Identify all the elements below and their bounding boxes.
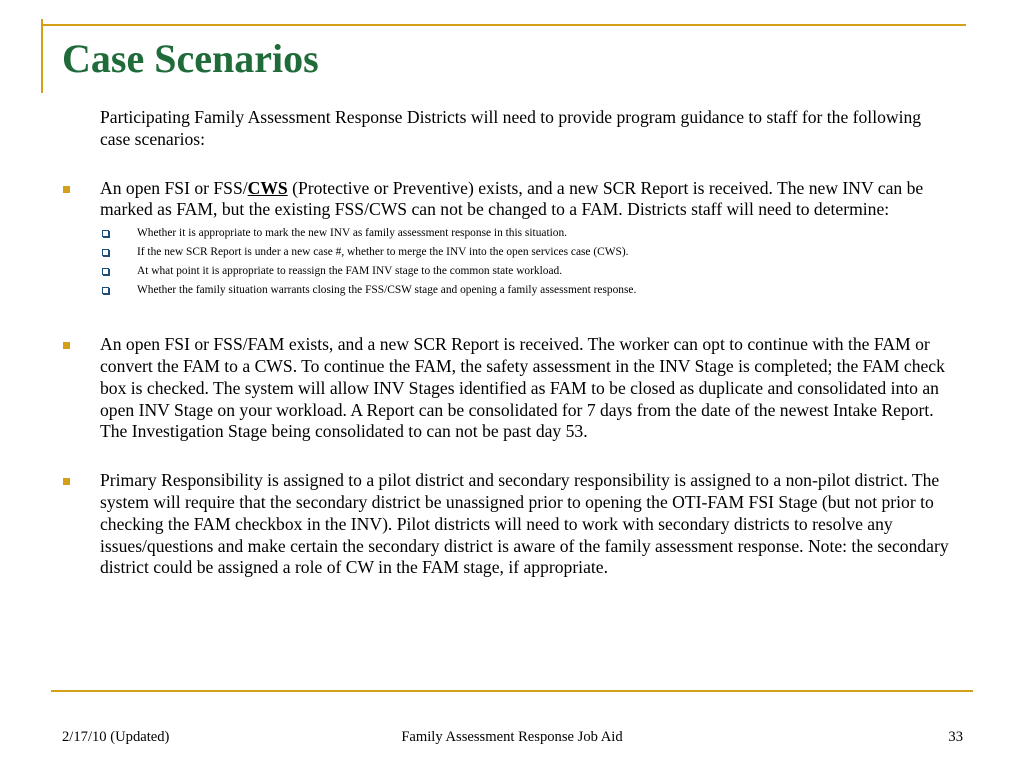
footer-title: Family Assessment Response Job Aid	[401, 729, 623, 745]
sub-bullet-item	[100, 281, 952, 300]
bullet-item-existing-cws	[62, 178, 952, 301]
footer-date: 2/17/10 (Updated)	[62, 729, 170, 745]
intro-paragraph: Participating Family Assessment Response Districts will need to provide program guidance to staff for the following case scenarios:	[100, 107, 922, 149]
bullet-text-after: (Protective or Preventive) exists, and a new SCR Report is received. The new INV can be marked as FAM, but the existing FSS/CWS can not be changed to a FAM. Districts staff will need to determine:	[100, 177, 924, 220]
hollow-square-bullet-icon	[102, 230, 109, 237]
footer-divider	[51, 690, 973, 692]
slide-title: Case Scenarios	[62, 36, 319, 81]
sub-bullet-item	[100, 243, 952, 262]
title-frame-vertical-rule	[41, 19, 43, 93]
sub-bullet-text: If the new SCR Report is under a new case #, whether to merge the INV into the open services case (CWS).	[137, 246, 629, 259]
square-bullet-icon	[63, 478, 70, 485]
sub-bullet-item	[100, 224, 952, 243]
page-number: 33	[948, 729, 963, 745]
hollow-square-bullet-icon	[102, 249, 109, 256]
bullet-item-primary-responsibility	[62, 470, 952, 579]
bullet-text	[100, 178, 952, 222]
hollow-square-bullet-icon	[102, 287, 109, 294]
title-frame-horizontal-rule	[41, 24, 966, 26]
sub-bullet-text: Whether it is appropriate to mark the new INV as family assessment response in this situation.	[137, 227, 568, 240]
sub-bullet-text: Whether the family situation warrants closing the FSS/CSW stage and opening a family assessment response.	[137, 284, 637, 297]
sub-bullet-item	[100, 262, 952, 281]
bullet-text-before: An open FSI or FSS/	[100, 177, 248, 198]
sub-bullet-list	[100, 224, 952, 300]
slide-body	[62, 107, 952, 579]
bullet-text: An open FSI or FSS/FAM exists, and a new SCR Report is received. The worker can opt to continue with the FAM or convert the FAM to a CWS. To continue the FAM, the safety assessment in the INV Stage is completed; the FAM check box is checked. The system will allow INV Stages identified as FAM to be closed as duplicate and consolidated into an open INV Stage on your workload. A Report can be consolidated for 7 days from the date of the newest Intake Report. The Investigation Stage being consolidated to can not be past day 53.	[100, 334, 945, 442]
square-bullet-icon	[63, 186, 70, 193]
hollow-square-bullet-icon	[102, 268, 109, 275]
bullet-item-existing-fam	[62, 334, 952, 443]
cws-emphasis: CWS	[247, 177, 288, 198]
bullet-text: Primary Responsibility is assigned to a pilot district and secondary responsibility is assigned to a non-pilot district. The system will require that the secondary district be unassigned prior to opening the OTI-FAM FSI Stage (but not prior to checking the FAM checkbox in the INV). Pilot districts will need to work with secondary districts to resolve any issues/questions and make certain the secondary district is aware of the family assessment response. Note: the secondary district could be assigned a role of CW in the FAM stage, if appropriate.	[100, 470, 949, 578]
sub-bullet-text: At what point it is appropriate to reassign the FAM INV stage to the common state workload.	[137, 265, 563, 278]
square-bullet-icon	[63, 342, 70, 349]
